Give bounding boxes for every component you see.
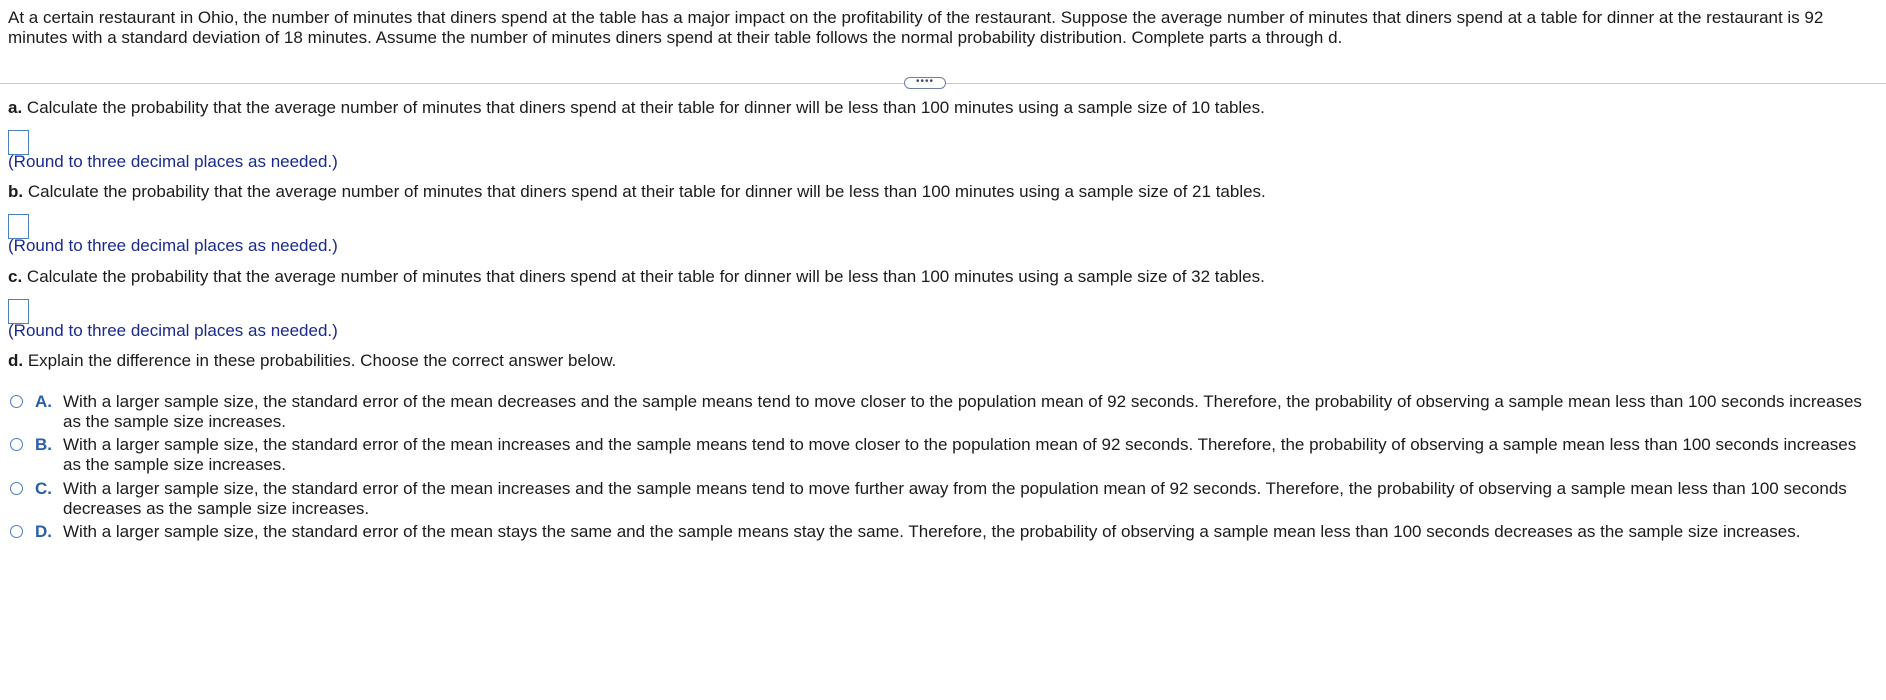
option-a-radio[interactable] xyxy=(10,395,23,408)
round-hint-b: (Round to three decimal places as needed.) xyxy=(8,236,338,255)
option-a-text: With a larger sample size, the standard error of the mean decreases and the sample means tend to move closer to the population mean of 92 seconds. Therefore, the probability of observing a sample mean less than 100 seconds increases as the sample size increases. xyxy=(63,392,1862,431)
question-d-text: Explain the difference in these probabilities. Choose the correct answer below. xyxy=(27,351,617,370)
question-c-text: Calculate the probability that the average number of minutes that diners spend at their table for dinner will be less than 100 minutes using a sample size of 32 tables. xyxy=(26,267,1265,286)
option-d-text: With a larger sample size, the standard error of the mean stays the same and the sample means stay the same. Therefore, the probability of observing a sample mean less than 100 seconds decreases as the sample size increases. xyxy=(63,522,1801,541)
round-hint-a: (Round to three decimal places as needed.) xyxy=(8,152,338,171)
question-d-letter: d. xyxy=(8,351,24,370)
question-a-text: Calculate the probability that the average number of minutes that diners spend at their table for dinner will be less than 100 minutes using a sample size of 10 tables. xyxy=(26,98,1265,117)
option-c-letter: C. xyxy=(35,479,52,498)
option-d-letter: D. xyxy=(35,522,52,541)
option-d-radio[interactable] xyxy=(10,525,23,538)
question-b xyxy=(8,182,1266,202)
question-d xyxy=(8,351,616,371)
round-hint-c: (Round to three decimal places as needed.) xyxy=(8,321,338,340)
option-b-letter: B. xyxy=(35,435,52,454)
expand-more-button[interactable]: •••• xyxy=(904,77,946,89)
question-b-letter: b. xyxy=(8,182,24,201)
option-a-letter: A. xyxy=(35,392,52,411)
option-b-radio[interactable] xyxy=(10,438,23,451)
question-a-letter: a. xyxy=(8,98,23,117)
option-c-radio[interactable] xyxy=(10,482,23,495)
question-a xyxy=(8,98,1265,118)
option-c-text: With a larger sample size, the standard error of the mean increases and the sample means tend to move further away from the population mean of 92 seconds. Therefore, the probability of observing a sample mean less than 100 seconds decreases as the sample size increases. xyxy=(63,479,1847,518)
question-c-letter: c. xyxy=(8,267,23,286)
question-c xyxy=(8,267,1265,287)
question-b-text: Calculate the probability that the average number of minutes that diners spend at their table for dinner will be less than 100 minutes using a sample size of 21 tables. xyxy=(27,182,1266,201)
option-b-text: With a larger sample size, the standard error of the mean increases and the sample means tend to move closer to the population mean of 92 seconds. Therefore, the probability of observing a sample mean less than 100 seconds increases as the sample size increases. xyxy=(63,435,1857,474)
problem-statement: At a certain restaurant in Ohio, the number of minutes that diners spend at the table has a major impact on the profitability of the restaurant. Suppose the average number of minutes that diners spend at a table for dinner at the restaurant is 92 minutes with a standard deviation of 18 minutes. Assume the number of minutes diners spend at their table follows the normal probability distribution. Complete parts a through d. xyxy=(8,8,1824,47)
